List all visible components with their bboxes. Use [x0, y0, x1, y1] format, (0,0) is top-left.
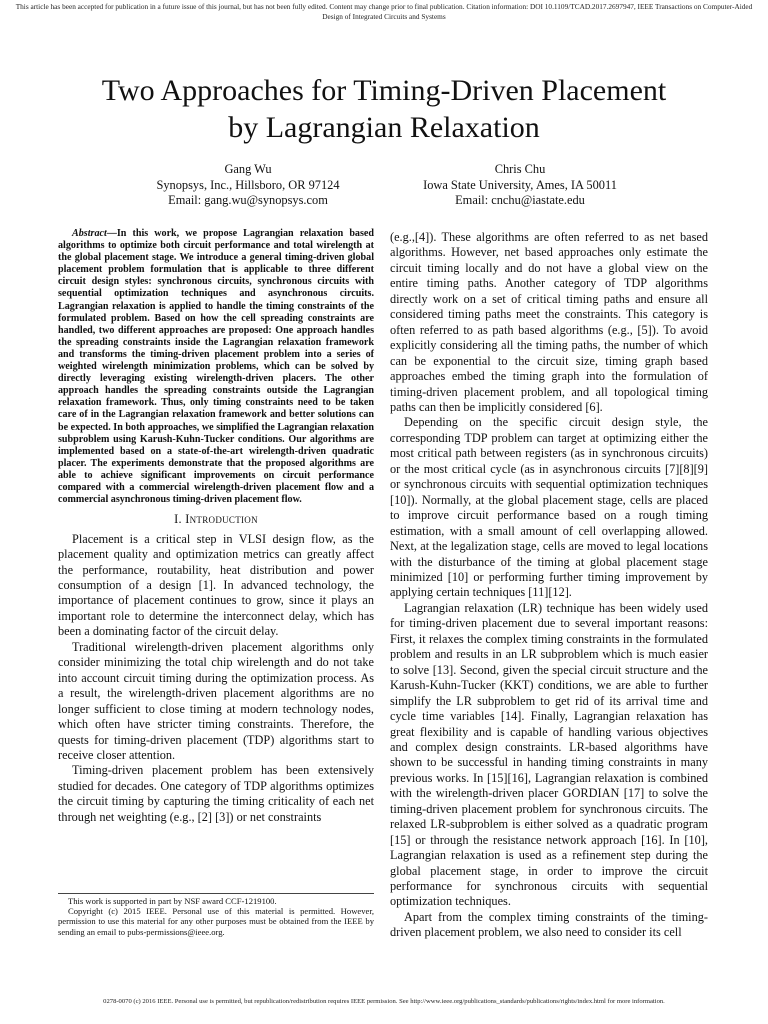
footnote: [58, 893, 374, 937]
abstract-text: —In this work, we propose Lagrangian relaxation based algorithms to optimize both circuit performance and total wirelength at the global placement stage. We introduce a general timing-driven global placement problem formulation that is applicable to three different circuit design styles: synchronous circuits, synchronous circuits with sequential optimization techniques and asynchronous circuits. Lagrangian relaxation is applied to handle the timing constraints of the formulated problem. Based on how the cell spreading constraints are handled, two different approaches are proposed: One approach handles the spreading constraints inside the Lagrangian relaxation framework and transforms the timing-driven placement problem into a series of weighted wirelength minimization problems, which can be solved by directly leveraging existing wirelength-driven placers. The other approach handles the spreading constraints outside the Lagrangian relaxation framework. Thus, only timing constraints need to be taken care of in the Lagrangian relaxation framework and better solutions can be expected. In both approaches, we simplified the Lagrangian relaxation subproblem using Karush-Kuhn-Tucker conditions. Our algorithms are implemented based on a state-of-the-art wirelength-driven quadratic placer. The experiments demonstrate that the proposed algorithms are able to achieve significant improvements on circuit performance compared with a commercial wirelength-driven placement flow and a commercial asynchronous timing-driven placement flow.: [58, 228, 374, 506]
footnote-copyright: Copyright (c) 2015 IEEE. Personal use of this material is permitted. However, permission to use this material for any other purposes must be obtained from the IEEE by sending an email to pubs-permissions@ieee.org.: [58, 906, 374, 937]
title-line-1: Two Approaches for Timing-Driven Placement: [101, 74, 667, 107]
intro-paragraph-1: Placement is a critical step in VLSI design flow, as the placement quality and optimization metrics can greatly affect the performance, routability, heat distribution and power consumption of a design [1]. In advanced technology, the importance of placement continues to grow, since it plays an important role to determine the interconnect delay, which has been a dominating factor of the circuit delay.: [58, 531, 374, 639]
paper-title: [40, 72, 728, 146]
header-note: This article has been accepted for publication in a future issue of this journal, but has not been fully edited. Content may change prior to final publication. Citation information: DOI 10.1109/TCAD.2017.2697947, IEEE Transactions on Computer-Aided Design of Integrated Circuits and Systems: [15, 2, 753, 21]
abstract-label: Abstract: [72, 228, 107, 239]
right-paragraph-1: (e.g.,[4]). These algorithms are often referred to as net based algorithms. However, net based approaches only estimate the circuit timing locally and do not have a global view on the entire timing paths. Another category of TDP algorithms directly work on a set of critical timing paths and ensure all considered timing paths meet the constraints. This category is often referred to as path based algorithms (e.g., [5]). To avoid explicitly considering all the timing paths, the number of which can be exponential to the circuit size, timing graph based approaches embed the timing graph into the formulation of timing-driven placement problem, and all topological timing paths can then be implicitly considered [6].: [390, 230, 708, 414]
left-column: [58, 228, 374, 825]
author-email: Email: cnchu@iastate.edu: [455, 193, 585, 207]
title-line-2: by Lagrangian Relaxation: [228, 111, 540, 144]
author-affiliation: Iowa State University, Ames, IA 50011: [423, 177, 617, 192]
intro-paragraph-3: Timing-driven placement problem has been extensively studied for decades. One category of TDP algorithms optimizes the circuit timing by capturing the timing criticality of each net through net weighting (e.g., [2] [3]) or net constraints: [58, 763, 374, 824]
author-affiliation: Synopsys, Inc., Hillsboro, OR 97124: [156, 177, 340, 192]
author-2: [370, 162, 670, 209]
section-number: I.: [174, 512, 182, 527]
right-paragraph-2: Depending on the specific circuit design style, the corresponding TDP problem can target at optimizing either the most critical path between registers (as in synchronous circuits) or the most critical cycle (as in asynchronous circuits [7][8][9] or synchronous circuits with sequential optimization techniques [10]). Normally, at the global placement stage, cells are placed to improve circuit performance based on a rough timing estimation, with a small amount of cell overlapping allowed. Next, at the legalization stage, cells are moved to legal locations with the disturbance of the timing at global placement stage minimized [10] or performing further timing improvement by applying certain techniques [11][12].: [390, 415, 708, 600]
section-heading-introduction: [58, 512, 374, 527]
author-email: Email: gang.wu@synopsys.com: [168, 193, 328, 207]
right-column: [390, 230, 708, 941]
right-paragraph-4: Apart from the complex timing constraints of the timing-driven placement problem, we also need to consider its cell: [390, 909, 708, 940]
footnote-funding: This work is supported in part by NSF award CCF-1219100.: [68, 896, 277, 906]
author-name: Chris Chu: [494, 162, 546, 176]
section-title: Introduction: [185, 512, 258, 527]
abstract: [58, 228, 374, 506]
right-paragraph-3: Lagrangian relaxation (LR) technique has been widely used for timing-driven placement due to several important reasons: First, it relaxes the complex timing constraints in the formulated problem and results in an LR subproblem which is much easier to solve [13]. Second, given the special circuit structure and the Karush-Kuhn-Tucker (KKT) conditions, we are able to further simplify the LR subproblem to get rid of its arrival time and cycle time variables [14]. Finally, Lagrangian relaxation has great flexibility and is capable of handling various objectives and complex design constraints. LR-based algorithms have shown to be successful in handing timing constraints in many previous works. In [15][16], Lagrangian relaxation is combined with the wirelength-driven placer GORDIAN [17] to solve the timing-driven placement problem for synchronous circuits. The relaxed LR-subproblem is either solved as a quadratic program [15] or through the resistance network approach [16]. In [10], Lagrangian relaxation is used as a refinement step during the global placement stage, in order to improve the circuit performance for synchronous circuits with sequential optimization techniques.: [390, 600, 708, 909]
author-name: Gang Wu: [224, 162, 272, 176]
author-1: [98, 162, 398, 209]
copyright-footer: 0278-0070 (c) 2016 IEEE. Personal use is permitted, but republication/redistribution requires IEEE permission. See http://www.ieee.org/publications_standards/publications/rights/index.html for more information.: [103, 998, 665, 1005]
intro-paragraph-2: Traditional wirelength-driven placement algorithms only consider minimizing the total chip wirelength and do not take into account circuit timing during the optimization process. As a result, the wirelength-driven placement algorithms are no longer sufficient to close timing at modern technology nodes, which often have stricter timing constraints. Therefore, the quests for timing-driven placement (TDP) algorithms start to receive closer attention.: [58, 639, 374, 762]
